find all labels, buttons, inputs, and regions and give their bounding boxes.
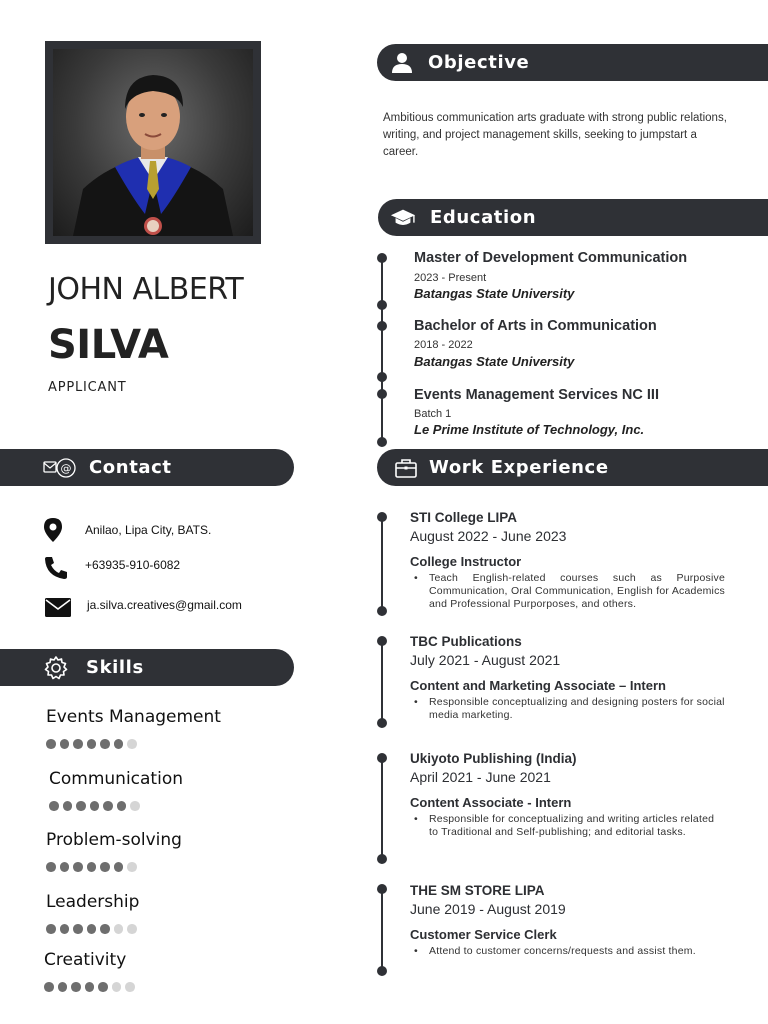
job-dates: August 2022 - June 2023 (410, 528, 567, 544)
contact-email: ja.silva.creatives@gmail.com (87, 598, 242, 612)
rating-dot-filled (85, 982, 95, 992)
contact-phone: +63935-910-6082 (85, 558, 181, 572)
role-label: APPLICANT (48, 380, 127, 395)
timeline-dot (377, 606, 387, 616)
school-name: Batangas State University (414, 354, 575, 369)
skill-name: Creativity (44, 950, 127, 970)
timeline-dot (377, 389, 387, 399)
rating-dot-filled (60, 924, 70, 934)
timeline-dot (377, 718, 387, 728)
rating-dot-filled (100, 924, 110, 934)
timeline-dot (377, 512, 387, 522)
rating-dot-filled (100, 862, 110, 872)
rating-dot-filled (114, 862, 124, 872)
contact-icon (43, 455, 77, 481)
rating-dot-filled (90, 801, 100, 811)
timeline-dot (377, 884, 387, 894)
education-entry (414, 250, 687, 301)
job-role: Content Associate - Intern (410, 795, 572, 810)
work-timeline (381, 758, 383, 859)
rating-dot-filled (71, 982, 81, 992)
job-description: • Teach English-related courses such as Purposive Communication, Oral Communication, English for Academics and Professional Purporposes, and others. (410, 572, 725, 611)
timeline-dot (377, 854, 387, 864)
mail-icon (45, 598, 71, 622)
job-description: • Attend to customer concerns/requests and assist them. (410, 945, 725, 958)
job-company: STI College LIPA (410, 510, 518, 525)
work-experience-title: Work Experience (429, 457, 609, 478)
rating-dot-filled (73, 924, 83, 934)
contact-title: Contact (89, 457, 172, 478)
skill-name: Problem-solving (46, 830, 182, 850)
skill-rating (46, 924, 137, 934)
job-dates: June 2019 - August 2019 (410, 901, 566, 917)
degree-title: Master of Development Communication (414, 250, 688, 266)
rating-dot-filled (87, 862, 97, 872)
graduation-cap-icon (390, 205, 416, 231)
timeline-dot (377, 321, 387, 331)
job-description: • Responsible for conceptualizing and writing articles related to Traditional and Self-publishing; and editorial tasks. (410, 813, 725, 839)
svg-text:@: @ (60, 461, 72, 475)
rating-dot-filled (98, 982, 108, 992)
work-experience-header (377, 449, 768, 486)
rating-dot-filled (117, 801, 127, 811)
rating-dot-filled (44, 982, 54, 992)
skill-name: Communication (49, 769, 183, 789)
skill-rating (44, 982, 135, 992)
rating-dot-empty (114, 924, 124, 934)
work-timeline (381, 889, 383, 971)
job-role: Customer Service Clerk (410, 927, 557, 942)
briefcase-icon (393, 455, 419, 481)
job-company: THE SM STORE LIPA (410, 883, 545, 898)
rating-dot-filled (60, 862, 70, 872)
skills-header (0, 649, 294, 686)
job-company: TBC Publications (410, 634, 522, 649)
education-title: Education (430, 207, 537, 228)
job-role: Content and Marketing Associate – Intern (410, 678, 666, 693)
work-timeline (381, 517, 383, 611)
degree-date: 2023 - Present (414, 272, 487, 284)
work-timeline (381, 641, 383, 723)
rating-dot-filled (73, 739, 83, 749)
job-description: • Responsible conceptualizing and designing posters for social media marketing. (410, 696, 725, 722)
rating-dot-filled (73, 862, 83, 872)
job-entry (410, 751, 725, 839)
skill-name: Leadership (46, 892, 140, 912)
rating-dot-empty (112, 982, 122, 992)
rating-dot-filled (76, 801, 86, 811)
rating-dot-empty (125, 982, 135, 992)
objective-text: Ambitious communication arts graduate with strong public relations, writing, and project management skills, seeking to jumpstart a career. (383, 112, 727, 158)
job-entry (410, 634, 725, 722)
location-icon (44, 518, 62, 547)
job-entry (410, 883, 725, 958)
contact-header (0, 449, 294, 486)
user-icon (389, 50, 415, 76)
profile-photo-frame (45, 41, 261, 244)
timeline-dot (377, 300, 387, 310)
rating-dot-filled (87, 739, 97, 749)
rating-dot-empty (130, 801, 140, 811)
skills-title: Skills (86, 657, 144, 678)
education-timeline (381, 258, 383, 442)
degree-title: Events Management Services NC III (414, 387, 659, 403)
skill-rating (49, 801, 140, 811)
rating-dot-filled (46, 862, 56, 872)
timeline-dot (377, 253, 387, 263)
degree-title: Bachelor of Arts in Communication (414, 318, 657, 334)
rating-dot-filled (114, 739, 124, 749)
degree-date: 2018 - 2022 (414, 339, 473, 351)
gear-icon (43, 655, 69, 681)
education-header (378, 199, 768, 236)
rating-dot-filled (46, 739, 56, 749)
last-name: SILVA (48, 322, 169, 368)
rating-dot-filled (60, 739, 70, 749)
school-name: Batangas State University (414, 286, 575, 301)
timeline-dot (377, 372, 387, 382)
rating-dot-filled (87, 924, 97, 934)
skill-rating (46, 862, 137, 872)
first-name: JOHN ALBERT (48, 272, 244, 307)
job-entry (410, 510, 725, 611)
rating-dot-filled (49, 801, 59, 811)
education-entry (414, 318, 657, 369)
school-name: Le Prime Institute of Technology, Inc. (414, 422, 645, 437)
education-entry (414, 387, 659, 437)
rating-dot-filled (46, 924, 56, 934)
degree-date: Batch 1 (414, 408, 452, 420)
objective-header (377, 44, 768, 81)
job-dates: July 2021 - August 2021 (410, 652, 561, 668)
contact-address: Anilao, Lipa City, BATS. (85, 523, 212, 537)
skill-name: Events Management (46, 707, 221, 727)
rating-dot-empty (127, 862, 137, 872)
rating-dot-empty (127, 924, 137, 934)
timeline-dot (377, 437, 387, 447)
timeline-dot (377, 753, 387, 763)
job-company: Ukiyoto Publishing (India) (410, 751, 577, 766)
timeline-dot (377, 966, 387, 976)
job-role: College Instructor (410, 554, 522, 569)
rating-dot-filled (103, 801, 113, 811)
timeline-dot (377, 636, 387, 646)
objective-title: Objective (428, 52, 530, 73)
phone-icon (43, 556, 69, 585)
job-dates: April 2021 - June 2021 (410, 769, 551, 785)
skill-rating (46, 739, 137, 749)
profile-photo (53, 49, 253, 236)
rating-dot-filled (100, 739, 110, 749)
rating-dot-filled (63, 801, 73, 811)
rating-dot-empty (127, 739, 137, 749)
rating-dot-filled (58, 982, 68, 992)
